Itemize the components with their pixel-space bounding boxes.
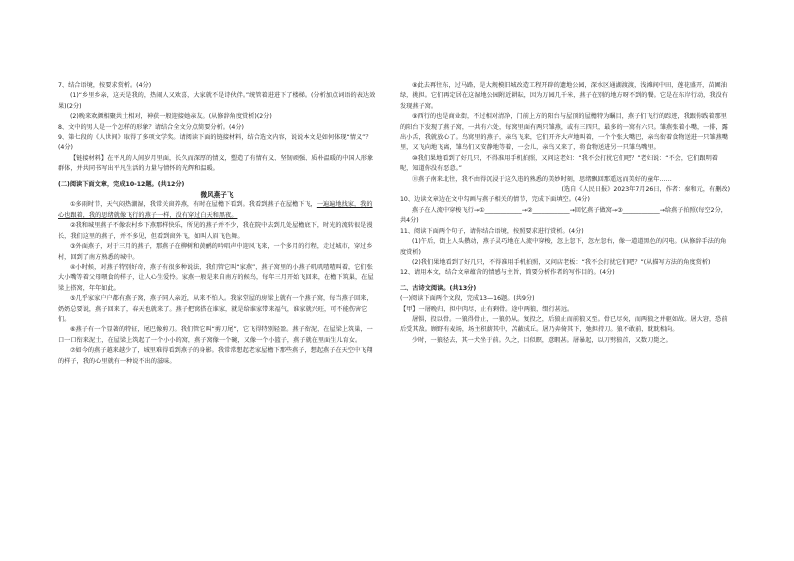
paragraph-1 — [58, 200, 376, 221]
passage-jia-1: 【甲】一屠晚归，担中肉尽，止有剩骨。途中两狼，缀行甚远。 — [400, 305, 574, 313]
paragraph-1-text-a: ①多雨时节，天气闷热潮湿，我常关窗养燕，有时在屋檐下看到。 — [70, 201, 249, 209]
question-10: 10、边读文章边在文中勾画与燕子相关的情节，完成下面填空。(4分) — [400, 196, 590, 204]
question-7-1: (1)“乡里乡亲，这天是我的，热闹人又欢喜，大家就不是诗伙伴。”统管着进进下了楼梯。(分析加点词语的表达效果)(2分) — [58, 92, 376, 110]
section-3-1-heading: (一)阅读下面两个文段，完成13—16题。(共9分) — [400, 295, 535, 303]
paragraph-8: ⑧此去再往东，过马路，是大规模旧城改造工程开辟的遗地公园，深水区通湖渡渡，浅滩间中田，莲花盛开，苗圃油绿，挑担。它们再定居在这湿地公园附近耕耘，因为万园几千米，燕子在别的地方呀不到的餐。它是在东岸行动，我没有发现燕子窝。 — [400, 82, 728, 110]
paragraph-4: ④小时候，对燕子特别好奇，燕子有很多种说法，我们管它叫“家燕”，燕子窝里的小燕子叽叽喳喳叫着，它们张大小嘴等着父母喂食的样子，让人心生爱怜。家燕一般是来自南方的候鸟，每年三月开始飞回来，在檐下筑巢，在屋梁上搭窝，年年如此。 — [58, 263, 374, 292]
paragraph-5: ⑤几乎家家户户都有燕子窝，燕子同人亲近，从来不怕人。我家堂屋的房梁上就有一个燕子窝，每当燕子回来，奶奶总要说，燕子回来了，春天也就来了。燕子把窝搭在谁家，就是给谁家带来福气，谁家就兴旺，可不能伤害它们。 — [58, 295, 373, 323]
question-7-2: (2)晚来欢颜相聚共土相对，神获一般迎接她亲友。(从修辞角度赏析)(2分) — [70, 113, 272, 121]
paragraph-2: ②我和城里燕子不像农村乡下燕那样快乐，所见的燕子并不少，我在院中去到几处屋檐底下，时光的流转很是漫长，我们这里的燕子，并不多见，但看到窗外飞，如叫人眉飞色舞。 — [58, 222, 373, 240]
question-9: 9、第七段的《人世间》取得了多项文学奖。请阅读下面的链接材料，结合选文内容，说说本文是如何体现“情义”？(4分) — [58, 134, 372, 152]
paragraph-3: ③外面燕子，对于三月的燕子，那燕子在柳树和黄鹂的吟唱声中迎风飞来，一个多月的行程，走过城市，穿过乡村，回到了南方熟悉的城中。 — [58, 243, 373, 261]
question-11-1: (1)午后，街上人头攒动，燕子灵巧地在人流中穿梭，忽上忽下，忽左忽右，像一道道黑色的闪电。(从修辞手法的角度赏析) — [400, 238, 727, 256]
question-9-link: 【链接材料】在平凡的人间岁月里面，长久而深厚的情义，塑造了有情有义、坚韧顽强、质朴温暖的中国人形象群体，并共同书写出平凡生活的力量与情怀的光辉和温暖。 — [58, 154, 374, 173]
question-10-fill: 燕子在人流中穿梭飞行→①____________→②____________→回忆燕子做窝→③____________→给燕子拍照(每空2分，共4分) — [400, 206, 727, 225]
article-source: (选自《人民日报》2023年7月26日，作者：秦和元，有删改) — [561, 186, 730, 194]
question-12: 12、请用本文，结合文章蕴含的情感与主旨，简要分析作者的写作目的。(4分) — [400, 269, 615, 277]
paragraph-1-underlined: 一遍遍地找家，我的心也跟着，我的思绪就像飞行的燕子一样，没有穿过白天和黑夜。 — [58, 201, 373, 219]
paragraph-10: ⑩我们果地看到了好几只，不得准用手机拍照，又问这老妇：“我不会打扰它们吧？”老妇说：“不会，它们跟明着呢，知道你没有恶意。” — [400, 154, 718, 173]
article-title: 微风燕子飞 — [200, 191, 234, 200]
section-2-heading: (二)阅读下面文章，完成10-12题。(共12分) — [58, 180, 185, 188]
section-3-heading: 二、古诗文阅读。(共13分) — [400, 284, 477, 292]
right-column — [400, 81, 730, 346]
question-11: 11、阅读下面两个句子，请你结合语境，按照要求进行赏析。(4分) — [400, 227, 584, 235]
passage-jia-2: 屠惧，投以骨。一狼得骨止，一狼仍从。复投之，后狼止而前狼又至。骨已尽矣，而两狼之并驱如故。屠大窘，恐前后受其敌。顾野有麦场，场主积薪其中，苫蔽成丘。屠乃奔倚其下，弛担持刀。狼不敢前，眈眈相向。 — [400, 315, 728, 334]
question-11-2: (2)我们果地看到了好几只，不得准用手机拍照，又问店老板：“我不会打扰它们吧？”(从描写方法的角度赏析) — [412, 258, 711, 266]
paragraph-11: ⑪燕子南来北往，我不由得沉浸于这久违的熟悉的美妙时刻，思绪飘回那遥远而美好的童年…… — [412, 175, 672, 183]
paragraph-9: ⑨西行的也是商业街，不过相对清净，门前上方的阳台与屋顶的屋檐特为瞩目，燕子们飞行的踪迹，我跟你践着那里的阳台下发现了燕子窝，一共有六处，每窝里面有两只雏燕，或有三四只，最多的一窝有六只。雏燕张着小嘴，一排，露出小舌，我就放心了。鸟窝里的燕子，亲鸟飞来，它们开齐大声地叫着，一个个张大嘴巴，亲鸟衔着食物送进一只雏燕嘴里，又飞向地飞离，雏鸟们又安静地等着，一会儿，亲鸟又来了，将食物送进另一只雏鸟嘴里。 — [400, 113, 728, 152]
passage-jia-3: 少时，一狼径去，其一犬坐于前。久之，目似瞑，意暇甚。屠暴起，以刀劈狼首，又数刀毙之。 — [412, 336, 672, 344]
question-7: 7、结合语境，按要求赏析。(4分) — [58, 82, 152, 89]
question-8: 8、文中的男人是一个怎样的形象？请结合全文分点简要分析。(4分) — [58, 123, 244, 131]
left-column — [58, 81, 376, 367]
paragraph-1-text-b: 我看到燕子在屋檐下飞， — [248, 201, 317, 209]
paragraph-7: ⑦如今的燕子越来越少了，城里难得看到燕子的身影。我常常想起老家屋檐下那些燕子，想起燕子在天空中飞翔的样子，我的心里就有一种说不出的滋味。 — [58, 347, 373, 365]
paragraph-6: ⑥燕子有一个显著的特征，尾巴像剪刀。我们管它叫“剪刀尾”，它飞得特别轻盈。燕子衔泥，在屋梁上筑巢，一口一口衔来泥土，在屋梁上筑起了一个小小的窝，燕子窝像一个碗，又像一个小篮子，燕子就在里面生儿育女。 — [58, 326, 373, 344]
